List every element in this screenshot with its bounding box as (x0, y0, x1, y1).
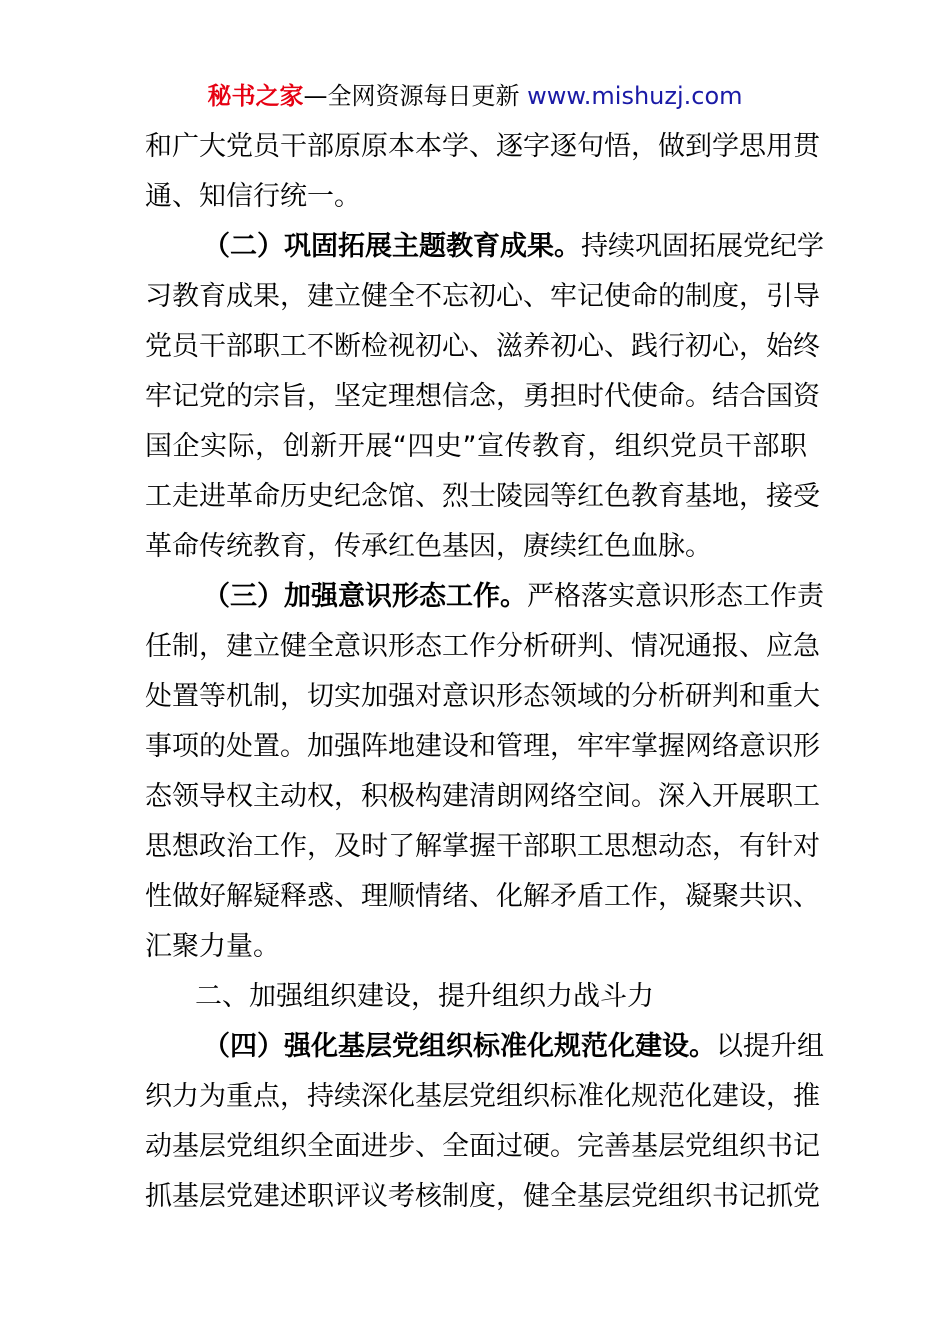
brand-name: 秘书之家 (207, 82, 304, 110)
paragraph-line: 抓基层党建述职评议考核制度，健全基层党组织书记抓党 (145, 1181, 820, 1212)
subsection-heading: （二）巩固拓展主题教育成果。 (203, 231, 581, 262)
header-tagline: —全网资源每日更新 (303, 82, 520, 110)
paragraph-line: 态领导权主动权，积极构建清朗网络空间。深入开展职工 (145, 781, 820, 812)
paragraph-line: 动基层党组织全面进步、全面过硬。完善基层党组织书记 (145, 1131, 820, 1162)
paragraph-line: 国企实际，创新开展“四史”宣传教育，组织党员干部职 (145, 431, 807, 462)
paragraph-line: 工走进革命历史纪念馆、烈士陵园等红色教育基地，接受 (145, 481, 820, 512)
paragraph-line: 党员干部职工不断检视初心、滋养初心、践行初心，始终 (145, 331, 820, 362)
paragraph-line: 汇聚力量。 (145, 931, 280, 962)
subsection-heading: （四）强化基层党组织标准化规范化建设。 (203, 1031, 716, 1062)
paragraph-line: 通、知信行统一。 (145, 181, 361, 212)
site-header (0, 80, 950, 112)
paragraph-line (145, 222, 824, 272)
site-url-link[interactable]: www.mishuzj.com (527, 82, 743, 110)
subsection-heading: （三）加强意识形态工作。 (203, 581, 527, 612)
paragraph-line: 事项的处置。加强阵地建设和管理，牢牢掌握网络意识形 (145, 731, 820, 762)
paragraph-line: 牢记党的宗旨，坚定理想信念，勇担时代使命。结合国资 (145, 381, 820, 412)
paragraph-line: 习教育成果，建立健全不忘初心、牢记使命的制度，引导 (145, 281, 820, 312)
document-body (145, 122, 824, 1222)
paragraph-text: 持续巩固拓展党纪学 (581, 231, 824, 262)
paragraph-line: 思想政治工作，及时了解掌握干部职工思想动态，有针对 (145, 831, 820, 862)
paragraph-line: 处置等机制，切实加强对意识形态领域的分析研判和重大 (145, 681, 820, 712)
section-heading: 二、加强组织建设，提升组织力战斗力 (195, 981, 654, 1012)
paragraph-line (145, 572, 824, 622)
paragraph-text: 以提升组 (716, 1031, 824, 1062)
paragraph-line (145, 1022, 824, 1072)
paragraph-line: 性做好解疑释惑、理顺情绪、化解矛盾工作，凝聚共识、 (145, 881, 820, 912)
paragraph-line: 革命传统教育，传承红色基因，赓续红色血脉。 (145, 531, 712, 562)
paragraph-line: 织力为重点，持续深化基层党组织标准化规范化建设，推 (145, 1081, 820, 1112)
paragraph-line: 任制，建立健全意识形态工作分析研判、情况通报、应急 (145, 631, 820, 662)
paragraph-text: 严格落实意识形态工作责 (527, 581, 824, 612)
paragraph-line: 和广大党员干部原原本本学、逐字逐句悟，做到学思用贯 (145, 131, 820, 162)
